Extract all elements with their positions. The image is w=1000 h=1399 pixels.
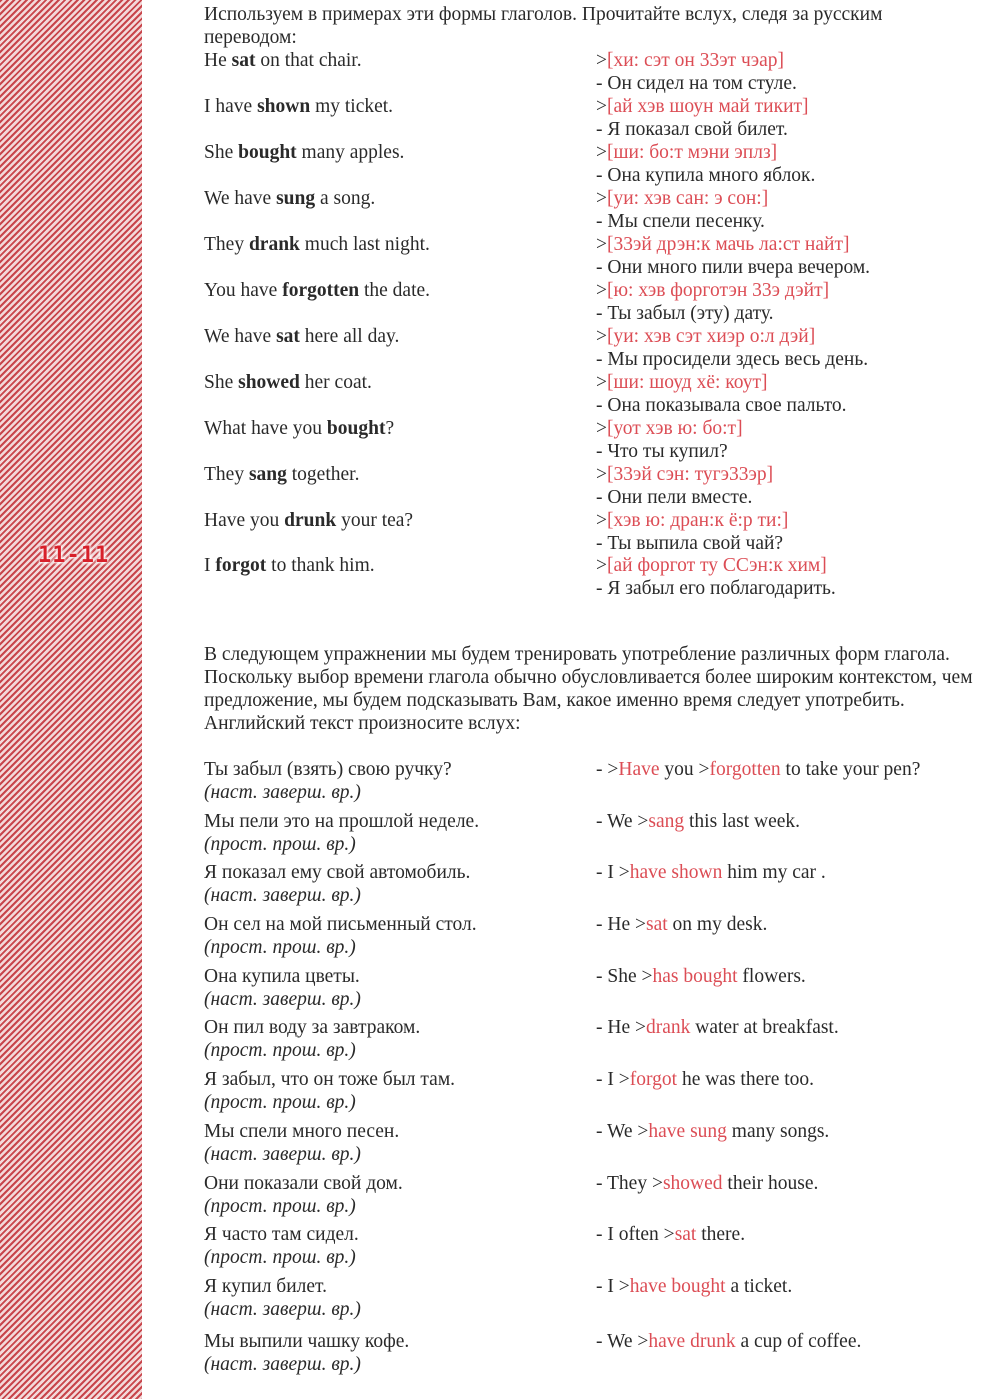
english-sentence: [204, 509, 413, 532]
tense-hint: (прост. прош. вр.): [204, 1092, 356, 1113]
english-sentence: [204, 325, 399, 348]
tense-hint: (наст. заверш. вр.): [204, 1299, 361, 1320]
verb-form: drank: [248, 234, 300, 255]
example-row: [204, 95, 984, 141]
transcription-text: [ай хэв шоун май тикит]: [607, 96, 809, 117]
answer-end: to take your pen?: [780, 759, 921, 780]
russian-sentence: Ты забыл (взять) свою ручку?: [204, 759, 452, 780]
sentence-start: What have you: [204, 418, 327, 439]
example-row: [204, 141, 984, 187]
intro-paragraph-2: В следующем упражнении мы будем тренировать употребление различных форм глагола. Поскольку выбор времени глагола обычно обусловливается более широким контекстом, чем предложение, мы будем подсказывать Вам, какое именно время следует употребить. Английский текст произносите вслух:: [204, 644, 973, 734]
transcription: [596, 141, 777, 164]
arrow-marker: >: [596, 96, 607, 117]
verb-form: sung: [276, 188, 316, 209]
example-row: [204, 554, 984, 600]
answer-end: this last week.: [684, 811, 801, 832]
example-row: [204, 187, 984, 233]
english-sentence: [204, 554, 375, 577]
transcription-text: [хи: сэт он 33эт чэар]: [607, 50, 785, 71]
example-row: [204, 463, 984, 509]
verb-form: showed: [238, 372, 300, 393]
answer-end: there.: [696, 1224, 746, 1245]
answer-start: - We >: [596, 811, 649, 832]
transcription: [596, 463, 773, 486]
sentence-start: She: [204, 142, 239, 163]
arrow-marker: >: [596, 234, 607, 255]
transcription: [596, 279, 829, 302]
transcription-text: [ши: шоуд хё: коут]: [607, 372, 768, 393]
sentence-end: much last night.: [299, 234, 430, 255]
tense-hint: (наст. заверш. вр.): [204, 1144, 361, 1165]
english-sentence: [204, 463, 359, 486]
russian-translation: - Он сидел на том стуле.: [596, 73, 797, 94]
english-sentence: [204, 279, 430, 302]
arrow-marker: >: [596, 142, 607, 163]
example-row: [204, 49, 984, 95]
arrow-marker: >: [596, 326, 607, 347]
answer-end: water at breakfast.: [690, 1017, 839, 1038]
russian-translation: - Мы просидели здесь весь день.: [596, 349, 869, 370]
intro-paragraph-1: Используем в примерах эти формы глаголов. Прочитайте вслух, следя за русским переводом:: [204, 4, 883, 48]
answer-end: on my desk.: [667, 914, 768, 935]
transcription: [596, 509, 788, 532]
sentence-end: her coat.: [299, 372, 372, 393]
english-answer: [596, 1172, 936, 1195]
answer-middle: you >: [659, 759, 710, 780]
transcription: [596, 554, 827, 577]
sentence-end: ?: [385, 418, 395, 439]
transcription: [596, 417, 743, 440]
english-sentence: [204, 49, 362, 72]
sentence-end: my ticket.: [310, 96, 394, 117]
answer-start: - We >: [596, 1331, 649, 1352]
answer-start: - >: [596, 759, 619, 780]
exercise-row: [204, 1016, 984, 1064]
english-answer: [596, 1223, 936, 1246]
sentence-end: your tea?: [336, 510, 414, 531]
example-row: [204, 233, 984, 279]
english-sentence: [204, 187, 375, 210]
answer-start: - I >: [596, 1276, 630, 1297]
russian-translation: - Я забыл его поблагодарить.: [596, 578, 836, 599]
transcription: [596, 325, 815, 348]
verb-form: bought: [326, 418, 386, 439]
verb-form: sat: [231, 50, 256, 71]
transcription-text: [уи: хэв сан: э сон:]: [607, 188, 769, 209]
example-row: [204, 371, 984, 417]
transcription: [596, 233, 849, 256]
russian-sentence: Они показали свой дом.: [204, 1173, 403, 1194]
answer-start: - I often >: [596, 1224, 675, 1245]
english-sentence: [204, 95, 393, 118]
tense-hint: (прост. прош. вр.): [204, 1247, 356, 1268]
transcription: [596, 49, 784, 72]
verb-form: bought: [238, 142, 297, 163]
russian-sentence: Я часто там сидел.: [204, 1224, 359, 1245]
english-answer: [596, 913, 936, 936]
verb-form: has bought: [652, 966, 738, 987]
answer-start: - He >: [596, 914, 646, 935]
exercise-row: [204, 1330, 984, 1378]
answer-start: - I >: [596, 1069, 630, 1090]
answer-start: - I >: [596, 862, 630, 883]
sentence-start: They: [204, 464, 249, 485]
answer-start: - They >: [596, 1173, 663, 1194]
russian-translation: - Она показывала свое пальто.: [596, 395, 847, 416]
tense-hint: (наст. заверш. вр.): [204, 782, 361, 803]
transcription-text: [ай форгот ту ССэн:к хим]: [607, 555, 827, 576]
sentence-end: here all day.: [299, 326, 400, 347]
english-answer: [596, 1330, 936, 1353]
sentence-start: They: [204, 234, 249, 255]
example-row: [204, 325, 984, 371]
answer-end: their house.: [722, 1173, 819, 1194]
verb-form: forgotten: [709, 759, 781, 780]
sentence-start: I: [204, 555, 216, 576]
exercise-row: [204, 1223, 984, 1271]
verb-form: sang: [648, 811, 685, 832]
exercise-row: [204, 1068, 984, 1116]
russian-sentence: Я забыл, что он тоже был там.: [204, 1069, 456, 1090]
english-sentence: [204, 141, 404, 164]
arrow-marker: >: [596, 188, 607, 209]
russian-sentence: Я показал ему свой автомобиль.: [204, 862, 471, 883]
arrow-marker: >: [596, 280, 607, 301]
english-sentence: [204, 233, 430, 256]
sentence-end: on that chair.: [255, 50, 362, 71]
verb-form: sat: [674, 1224, 697, 1245]
english-answer: [596, 758, 936, 781]
exercise-row: [204, 1275, 984, 1323]
sentence-start: She: [204, 372, 239, 393]
verb-form: forgot: [215, 555, 267, 576]
russian-sentence: Мы выпили чашку кофе.: [204, 1331, 410, 1352]
answer-start: - She >: [596, 966, 653, 987]
answer-end: a ticket.: [725, 1276, 793, 1297]
sentence-start: We have: [204, 326, 277, 347]
answer-start: - He >: [596, 1017, 646, 1038]
verb-form: showed: [662, 1173, 723, 1194]
arrow-marker: >: [596, 372, 607, 393]
exercise-row: [204, 1172, 984, 1220]
transcription: [596, 95, 809, 118]
example-row: [204, 279, 984, 325]
arrow-marker: >: [596, 418, 607, 439]
verb-form: forgot: [629, 1069, 678, 1090]
exercise-row: [204, 810, 984, 858]
verb-form: have sung: [648, 1121, 727, 1142]
verb-form: shown: [257, 96, 311, 117]
russian-sentence: Мы пели это на прошлой неделе.: [204, 811, 480, 832]
verb-form: drunk: [284, 510, 337, 531]
verb-form: have bought: [629, 1276, 726, 1297]
russian-sentence: Я купил билет.: [204, 1276, 327, 1297]
transcription-text: [ю: хэв форготэн 33э дэйт]: [607, 280, 830, 301]
verb-form: forgotten: [282, 280, 360, 301]
english-answer: [596, 1275, 936, 1298]
transcription-text: [хэв ю: дран:к ё:р ти:]: [607, 510, 789, 531]
verb-form: drank: [645, 1017, 691, 1038]
example-row: [204, 509, 984, 555]
exercise-row: [204, 913, 984, 961]
russian-sentence: Она купила цветы.: [204, 966, 360, 987]
answer-start: - We >: [596, 1121, 649, 1142]
transcription-text: [ши: бо:т мэни эплз]: [607, 142, 778, 163]
exercise-row: [204, 861, 984, 909]
verb-form: sat: [645, 914, 668, 935]
tense-hint: (прост. прош. вр.): [204, 1040, 356, 1061]
answer-end: he was there too.: [677, 1069, 815, 1090]
russian-translation: - Я показал свой билет.: [596, 119, 788, 140]
russian-translation: - Мы спели песенку.: [596, 211, 765, 232]
tense-hint: (прост. прош. вр.): [204, 1196, 356, 1217]
verb-form: Have: [618, 759, 660, 780]
lesson-number: 11-11: [38, 543, 110, 568]
verb-form: have drunk: [648, 1331, 736, 1352]
english-sentence: [204, 417, 394, 440]
russian-translation: - Что ты купил?: [596, 441, 728, 462]
sentence-start: I have: [204, 96, 258, 117]
transcription-text: [уот хэв ю: бо:т]: [607, 418, 743, 439]
english-answer: [596, 1120, 936, 1143]
russian-translation: - Они много пили вчера вечером.: [596, 257, 871, 278]
transcription: [596, 187, 768, 210]
transcription-text: [33эй сэн: тугэ33эр]: [607, 464, 774, 485]
sentence-end: together.: [286, 464, 360, 485]
transcription-text: [уи: хэв сэт хиэр о:л дэй]: [607, 326, 816, 347]
english-answer: [596, 965, 936, 988]
russian-translation: - Они пели вместе.: [596, 487, 753, 508]
arrow-marker: >: [596, 555, 607, 576]
verb-form: sat: [276, 326, 300, 347]
tense-hint: (прост. прош. вр.): [204, 834, 356, 855]
russian-sentence: Он пил воду за завтраком.: [204, 1017, 421, 1038]
english-answer: [596, 1068, 936, 1091]
english-answer: [596, 861, 936, 884]
exercise-row: [204, 965, 984, 1013]
transcription-text: [33эй дрэн:к мачь ла:ст найт]: [607, 234, 850, 255]
russian-sentence: Он сел на мой письменный стол.: [204, 914, 477, 935]
decorative-side-stripe: [0, 0, 142, 1399]
russian-translation: - Она купила много яблок.: [596, 165, 816, 186]
sentence-start: Have you: [204, 510, 285, 531]
exercise-row: [204, 758, 984, 806]
tense-hint: (прост. прош. вр.): [204, 937, 356, 958]
russian-sentence: Мы спели много песен.: [204, 1121, 400, 1142]
exercise-row: [204, 1120, 984, 1168]
answer-end: him my car .: [722, 862, 826, 883]
tense-hint: (наст. заверш. вр.): [204, 989, 361, 1010]
tense-hint: (наст. заверш. вр.): [204, 1354, 361, 1375]
transcription: [596, 371, 768, 394]
sentence-end: a song.: [315, 188, 376, 209]
arrow-marker: >: [596, 510, 607, 531]
example-row: [204, 417, 984, 463]
english-answer: [596, 1016, 936, 1039]
sentence-end: many apples.: [296, 142, 405, 163]
verb-form: have shown: [629, 862, 723, 883]
sentence-start: You have: [204, 280, 283, 301]
sentence-end: the date.: [359, 280, 431, 301]
verb-form: sang: [248, 464, 287, 485]
russian-translation: - Ты забыл (эту) дату.: [596, 303, 774, 324]
sentence-end: to thank him.: [266, 555, 375, 576]
english-sentence: [204, 371, 372, 394]
tense-hint: (наст. заверш. вр.): [204, 885, 361, 906]
english-answer: [596, 810, 936, 833]
answer-end: many songs.: [726, 1121, 830, 1142]
sentence-start: We have: [204, 188, 277, 209]
answer-end: flowers.: [737, 966, 806, 987]
sentence-start: He: [204, 50, 232, 71]
arrow-marker: >: [596, 50, 607, 71]
answer-end: a cup of coffee.: [735, 1331, 862, 1352]
arrow-marker: >: [596, 464, 607, 485]
russian-translation: - Ты выпила свой чай?: [596, 533, 784, 554]
